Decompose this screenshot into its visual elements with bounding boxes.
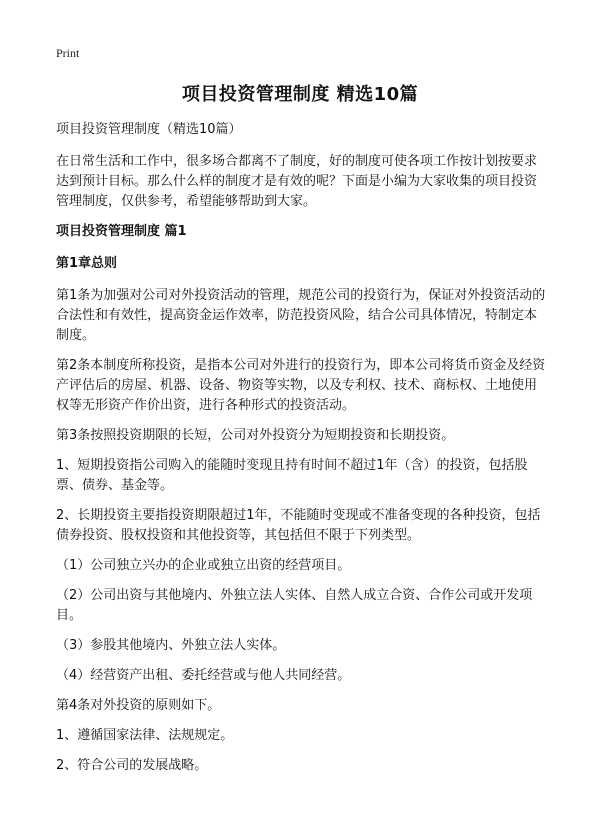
article-1: 第1条为加强对公司对外投资活动的管理，规范公司的投资行为，保证对外投资活动的合法性和有效性，提高资金运作效率，防范投资风险，结合公司具体情况，特制定本制度。	[56, 288, 546, 343]
sub-item-3: （3）参股其他境内、外独立法人实体。	[56, 638, 286, 653]
section-heading: 项目投资管理制度 篇1	[56, 224, 187, 239]
article-3: 第3条按照投资期限的长短，公司对外投资分为短期投资和长期投资。	[56, 428, 455, 443]
sub-item-2: （2）公司出资与其他境内、外独立法人实体、自然人成立合资、合作公司或开发项目。	[56, 588, 533, 623]
article-4: 第4条对外投资的原则如下。	[56, 698, 221, 713]
document-subtitle: 项目投资管理制度（精选10篇）	[56, 122, 242, 137]
list-item-short-term: 1、短期投资指公司购入的能随时变现且持有时间不超过1年（含）的投资，包括股票、债券、基金等。	[56, 458, 528, 493]
sub-item-1: （1）公司独立兴办的企业或独立出资的经营项目。	[56, 558, 351, 573]
sub-item-4: （4）经营资产出租、委托经营或与他人共同经营。	[56, 668, 351, 683]
document-title: 项目投资管理制度 精选10篇	[181, 84, 419, 105]
intro-paragraph: 在日常生活和工作中，很多场合都离不了制度，好的制度可使各项工作按计划按要求达到预计目标。那么什么样的制度才是有效的呢？下面是小编为大家收集的项目投资管理制度，仅供参考，希望能够帮助到大家。	[56, 154, 538, 209]
document-body	[56, 120, 546, 786]
principle-2: 2、符合公司的发展战略。	[56, 758, 208, 773]
principle-1: 1、遵循国家法律、法规规定。	[56, 728, 234, 743]
print-label: Print	[56, 46, 80, 60]
article-2: 第2条本制度所称投资，是指本公司对外进行的投资行为，即本公司将货币资金及经资产评估后的房屋、机器、设备、物资等实物，以及专利权、技术、商标权、土地使用权等无形资产作价出资，进行各种形式的投资活动。	[56, 358, 546, 413]
list-item-long-term: 2、长期投资主要指投资期限超过1年，不能随时变现或不准备变现的各种投资，包括债券投资、股权投资和其他投资等，其包括但不限于下列类型。	[56, 508, 541, 543]
chapter-heading: 第1章总则	[56, 256, 118, 271]
